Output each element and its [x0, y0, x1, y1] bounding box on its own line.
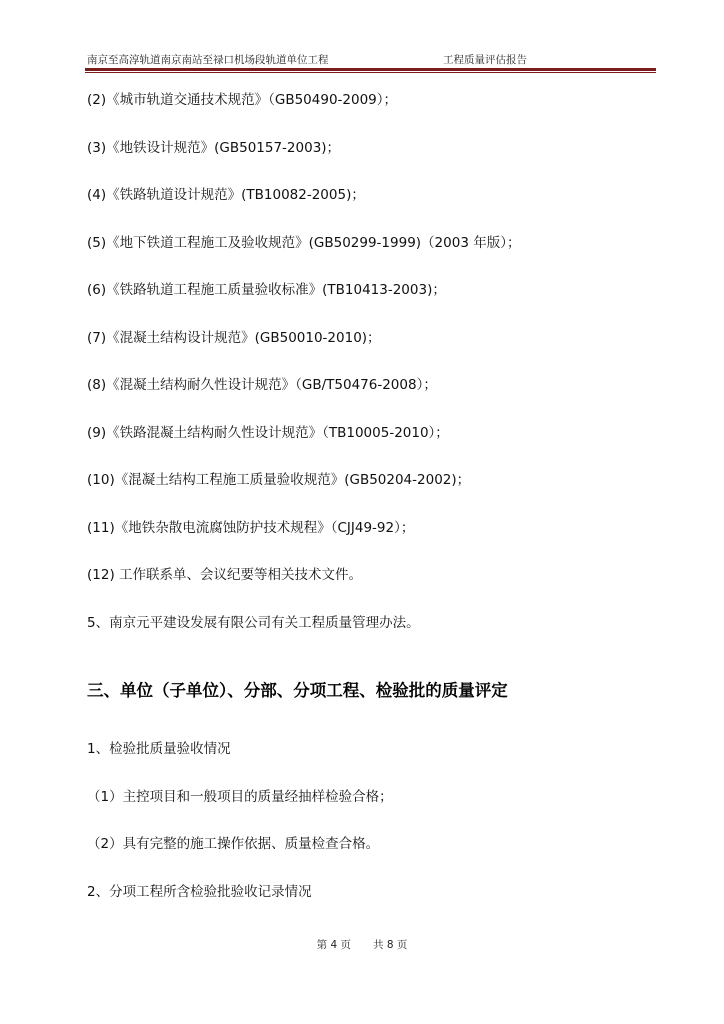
- reference-item-8: (8)《混凝土结构耐久性设计规范》（GB/T50476-2008）；: [87, 377, 437, 393]
- page-footer: [0, 938, 724, 952]
- reference-item-2: (2)《城市轨道交通技术规范》（GB50490-2009）；: [87, 92, 398, 108]
- reference-item-7: (7)《混凝土结构设计规范》(GB50010-2010)；: [87, 330, 381, 346]
- subsection-point-1: （1）主控项目和一般项目的质量经抽样检验合格；: [87, 789, 393, 805]
- header-rule-thin: [85, 72, 656, 73]
- section-heading: 三、单位（子单位）、分部、分项工程、检验批的质量评定: [87, 681, 508, 700]
- header-project-title: 南京至高淳轨道南京南站至禄口机场段轨道单位工程: [87, 54, 329, 66]
- header-rule-thick: [85, 68, 656, 71]
- reference-item-10: (10)《混凝土结构工程施工质量验收规范》(GB50204-2002)；: [87, 472, 471, 488]
- reference-item-3: (3)《地铁设计规范》(GB50157-2003)；: [87, 140, 341, 156]
- reference-item-12: (12) 工作联系单、会议纪要等相关技术文件。: [87, 567, 363, 583]
- subsection-title-2: 2、分项工程所含检验批验收记录情况: [87, 884, 312, 900]
- header-report-title: 工程质量评估报告: [443, 54, 527, 66]
- footer-total-pages: 共 8 页: [373, 939, 408, 951]
- reference-item-5-company: 5、南京元平建设发展有限公司有关工程质量管理办法。: [87, 615, 420, 631]
- page-header: [87, 53, 655, 67]
- subsection-point-2: （2）具有完整的施工操作依据、质量检查合格。: [87, 836, 380, 852]
- footer-page-number: 第 4 页: [316, 939, 351, 951]
- reference-item-5: (5)《地下铁道工程施工及验收规范》(GB50299-1999)（2003 年版）；: [87, 235, 521, 251]
- subsection-title-1: 1、检验批质量验收情况: [87, 741, 231, 757]
- reference-item-4: (4)《铁路轨道设计规范》(TB10082-2005)；: [87, 187, 365, 203]
- reference-item-6: (6)《铁路轨道工程施工质量验收标准》(TB10413-2003)；: [87, 282, 446, 298]
- reference-item-9: (9)《铁路混凝土结构耐久性设计规范》（TB10005-2010）；: [87, 425, 449, 441]
- reference-item-11: (11)《地铁杂散电流腐蚀防护技术规程》（CJJ49-92）；: [87, 520, 415, 536]
